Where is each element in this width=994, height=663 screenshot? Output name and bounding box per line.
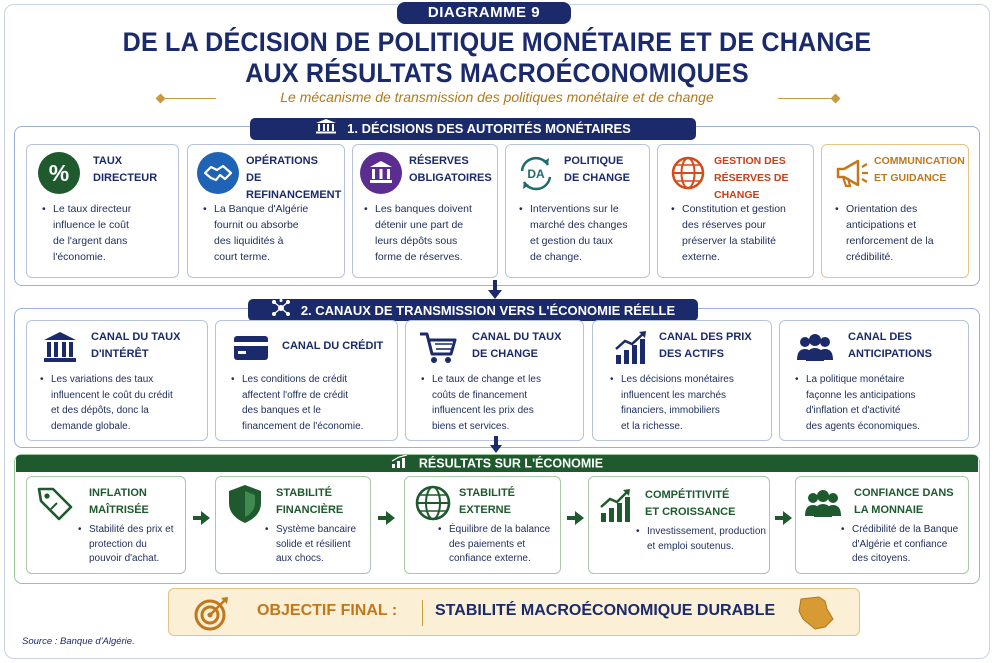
title-line-1: DE LA DÉCISION DE POLITIQUE MONÉTAIRE ET DE CHANGE: [122, 27, 872, 57]
card-title: [91, 329, 180, 363]
text-line: confiance externe.: [449, 553, 531, 564]
arrow-down-icon: [490, 436, 502, 454]
card-title: [564, 153, 630, 187]
algeria-map-icon: [795, 595, 835, 631]
card-title: [282, 338, 383, 355]
text-line: et la richesse.: [621, 420, 683, 432]
text-line: et des dépôts, donc la: [51, 405, 149, 416]
card-text: [375, 201, 472, 265]
card-title-line-2: EXTERNE: [459, 504, 511, 516]
card-title-line-2: DE CHANGE: [472, 348, 539, 360]
text-line: influence le coût: [53, 219, 129, 231]
card-title-line-2: DE CHANGE: [564, 172, 631, 184]
card-text: [53, 201, 131, 265]
subtitle: Le mécanisme de transmission des politiques monétaire et de change: [280, 89, 714, 105]
card-title-line-1: CANAL DU CRÉDIT: [282, 340, 384, 352]
card-stabilite-financiere: [215, 476, 371, 574]
text-line: Constitution et gestion: [682, 203, 786, 215]
text-line: influencent le coût du crédit: [51, 389, 173, 401]
card-title-line-2: LA MONNAIE: [854, 504, 924, 516]
card-gestion-reserves: [657, 144, 814, 278]
card-confiance-monnaie: [795, 476, 969, 574]
text-line: de l'argent dans: [53, 235, 128, 247]
card-text: [89, 523, 174, 567]
credit-card-icon: [232, 333, 270, 368]
card-title-line-1: COMMUNICATION: [874, 155, 965, 167]
text-line: Le taux de change et les: [432, 374, 541, 385]
card-title-line-2: ANTICIPATIONS: [848, 348, 932, 360]
price-tag-icon: [35, 483, 75, 528]
card-title-line-1: CANAL DES: [848, 331, 912, 343]
text-line: l'économie.: [53, 251, 106, 263]
text-line: détenir une part de: [375, 219, 464, 231]
card-text: [530, 201, 627, 265]
card-title-line-2: D'INTÉRÊT: [91, 348, 149, 360]
card-text: [846, 201, 934, 265]
globe-icon: [413, 483, 453, 528]
people-icon: [796, 333, 834, 368]
card-canal-credit: [215, 320, 398, 441]
section-resultats-title: RÉSULTATS SUR L'ÉCONOMIE: [418, 456, 604, 471]
arrow-right-icon: [775, 511, 793, 525]
people-icon: [804, 489, 842, 524]
text-line: Les décisions monétaires: [621, 374, 734, 385]
card-text: [51, 372, 173, 434]
arrow-down-icon: [488, 280, 502, 300]
card-title-line-1: OPÉRATIONS: [246, 155, 318, 167]
text-line: leurs dépôts sous: [375, 235, 458, 247]
card-title-line-1: RÉSERVES: [409, 155, 469, 167]
source-note: Source : Banque d'Algérie.: [22, 636, 135, 647]
megaphone-icon: [830, 151, 874, 200]
card-title-line-1: INFLATION: [89, 487, 147, 499]
card-title: [89, 485, 149, 519]
svg-text:DA: DA: [527, 167, 545, 181]
text-line: fournit ou absorbe: [214, 219, 299, 231]
text-line: d'Algérie et confiance: [852, 538, 948, 550]
text-line: des paiements et: [449, 538, 526, 550]
arrow-right-icon: [193, 511, 211, 525]
card-title-line-2: DE REFINANCEMENT: [246, 172, 342, 201]
text-line: façonne les anticipations: [806, 389, 916, 401]
shield-icon: [226, 483, 264, 530]
globe-icon: [666, 151, 710, 200]
card-text: [806, 372, 920, 434]
text-line: La Banque d'Algérie: [214, 203, 309, 215]
card-text: [621, 372, 734, 434]
text-line: protection du: [89, 538, 147, 550]
text-line: marché des changes: [530, 219, 628, 231]
card-text: [682, 201, 786, 265]
text-line: Équilibre de la balance: [449, 524, 551, 535]
svg-text:%: %: [48, 160, 70, 186]
card-text: [852, 523, 958, 567]
arrow-right-icon: [378, 511, 396, 525]
text-line: Les variations des taux: [51, 374, 154, 385]
objective-separator: [422, 600, 423, 626]
text-line: préserver la stabilité: [682, 235, 776, 247]
text-line: des citoyens.: [852, 553, 911, 564]
card-politique-change: [505, 144, 650, 278]
exchange-cycle-icon: [514, 151, 558, 200]
text-line: influencent les prix des: [432, 405, 534, 416]
text-line: Investissement, production: [647, 526, 766, 537]
text-line: demande globale.: [51, 420, 131, 432]
card-title: [246, 153, 344, 204]
objective-value: STABILITÉ MACROÉCONOMIQUE DURABLE: [435, 602, 776, 619]
card-title-line-1: GESTION DES: [714, 155, 786, 167]
card-title-line-2: FINANCIÈRE: [276, 504, 344, 516]
text-line: Orientation des: [846, 203, 918, 215]
text-line: renforcement de la: [846, 235, 934, 247]
target-icon: [193, 594, 231, 632]
text-line: externe.: [682, 251, 720, 263]
card-title-line-1: CANAL DU TAUX: [91, 331, 181, 343]
text-line: La politique monétaire: [806, 374, 905, 385]
bank-icon: [315, 118, 337, 141]
card-reserves-obligatoires: [352, 144, 498, 278]
card-title-line-1: CANAL DES PRIX: [659, 331, 752, 343]
text-line: financement de l'économie.: [242, 420, 364, 432]
card-title: [714, 153, 813, 204]
card-title: [459, 485, 515, 519]
card-title-line-1: COMPÉTITIVITÉ: [645, 489, 730, 501]
diagram-badge: DIAGRAMME 9: [397, 2, 571, 24]
text-line: anticipations et: [846, 219, 917, 231]
card-title-line-1: CONFIANCE DANS: [854, 487, 954, 499]
growth-chart-icon: [599, 487, 633, 530]
text-line: Le taux directeur: [53, 203, 132, 215]
card-title-line-2: ET CROISSANCE: [645, 506, 736, 518]
card-title: [659, 329, 752, 363]
text-line: Les banques doivent: [375, 203, 472, 215]
text-line: Stabilité des prix et: [89, 524, 174, 535]
bank-icon: [41, 329, 79, 372]
section-decisions-title: 1. DÉCISIONS DES AUTORITÉS MONÉTAIRES: [347, 121, 631, 136]
card-text: [449, 523, 550, 567]
card-stabilite-externe: [404, 476, 561, 574]
card-title-line-1: STABILITÉ: [459, 487, 516, 499]
growth-chart-icon: [613, 329, 649, 372]
text-line: pouvoir d'achat.: [89, 553, 160, 564]
section-resultats-header: [16, 455, 978, 472]
text-line: crédibilité.: [846, 251, 894, 263]
objective-label: OBJECTIF FINAL :: [257, 602, 398, 619]
text-line: Crédibilité de la Banque: [852, 524, 959, 535]
card-text: [276, 523, 356, 567]
section-canaux-header: [248, 299, 698, 321]
card-canal-taux-interet: [26, 320, 208, 441]
card-title-line-1: TAUX: [93, 155, 123, 167]
objective-banner: [168, 588, 860, 636]
card-title-line-2: DES ACTIFS: [659, 348, 724, 360]
text-line: forme de réserves.: [375, 251, 463, 263]
card-competitivite-croissance: [588, 476, 770, 574]
text-line: d'inflation et d'activité: [806, 405, 901, 416]
card-title-line-1: POLITIQUE: [564, 155, 624, 167]
text-line: influencent les marchés: [621, 389, 727, 401]
handshake-icon: [196, 151, 240, 200]
text-line: des réserves pour: [682, 219, 767, 231]
card-text: [242, 372, 363, 434]
card-title: [409, 153, 492, 187]
card-title: [93, 153, 157, 187]
text-line: et gestion du taux: [530, 235, 613, 247]
percent-icon: [37, 151, 81, 200]
card-title: [472, 329, 561, 363]
card-title: [276, 485, 343, 519]
arrow-right-icon: [567, 511, 585, 525]
card-text: [647, 525, 766, 554]
card-canal-prix-actifs: [592, 320, 772, 441]
cart-icon: [418, 329, 458, 372]
text-line: Interventions sur le: [530, 203, 619, 215]
card-operations-refinancement: [187, 144, 345, 278]
card-title: [848, 329, 932, 363]
card-title: [854, 485, 954, 519]
text-line: Système bancaire: [276, 524, 357, 535]
text-line: coûts de financement: [432, 389, 528, 401]
card-title: [874, 153, 965, 187]
text-line: solide et résilient: [276, 538, 351, 550]
bar-chart-icon: [391, 455, 409, 473]
bank-icon: [359, 151, 403, 200]
text-line: des liquidités à: [214, 235, 284, 247]
text-line: court terme.: [214, 251, 271, 263]
text-line: Les conditions de crédit: [242, 374, 348, 385]
card-title-line-2: OBLIGATOIRES: [409, 172, 492, 184]
card-text: [432, 372, 541, 434]
card-taux-directeur: [26, 144, 179, 278]
card-text: [214, 201, 308, 265]
card-title-line-1: STABILITÉ: [276, 487, 333, 499]
card-communication-guidance: [821, 144, 969, 278]
card-canal-taux-change: [405, 320, 584, 441]
card-title-line-2: RÉSERVES DE CHANGE: [714, 172, 789, 201]
card-inflation-maitrisee: [26, 476, 186, 574]
card-canal-anticipations: [779, 320, 969, 441]
section-canaux-title: 2. CANAUX DE TRANSMISSION VERS L'ÉCONOMIE RÉELLE: [300, 302, 676, 318]
card-title-line-1: CANAL DU TAUX: [472, 331, 562, 343]
text-line: financiers, immobiliers: [621, 405, 720, 416]
text-line: et emploi soutenus.: [647, 540, 734, 552]
card-title-line-2: DIRECTEUR: [93, 172, 158, 184]
card-title-line-2: ET GUIDANCE: [874, 172, 947, 184]
card-title-line-2: MAÎTRISÉE: [89, 504, 149, 516]
text-line: des banques et le: [242, 405, 321, 416]
section-decisions-header: [250, 118, 696, 140]
title-line-2: AUX RÉSULTATS MACROÉCONOMIQUES: [245, 58, 749, 88]
text-line: affectent l'offre de crédit: [242, 389, 349, 401]
text-line: aux chocs.: [276, 553, 324, 564]
text-line: de change.: [530, 251, 582, 263]
card-title: [645, 487, 735, 521]
text-line: biens et services.: [432, 420, 510, 432]
text-line: des agents économiques.: [806, 420, 920, 432]
